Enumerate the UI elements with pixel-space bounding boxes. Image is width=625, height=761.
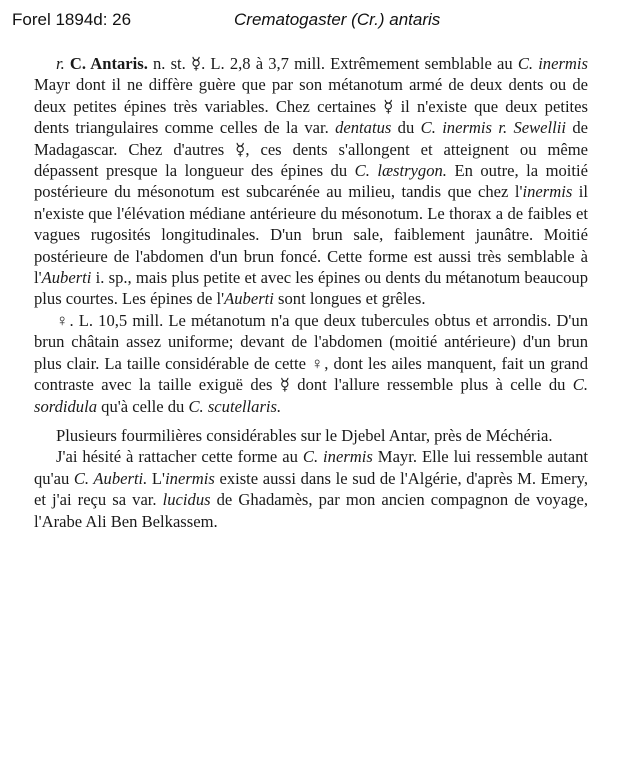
text-run: qu'à celle du — [97, 396, 189, 416]
text-run: Plusieurs fourmilières considérables sur le Djebel Antar, près de Méchéria. — [56, 425, 553, 445]
italic-run: Auberti — [224, 289, 274, 309]
paragraph-worker-description — [34, 53, 588, 310]
italic-run: C. inermis — [517, 54, 588, 73]
document-body — [34, 53, 588, 532]
paragraph-remarks — [34, 446, 588, 532]
text-run: L' — [147, 468, 166, 488]
paragraph-female-description — [34, 310, 588, 417]
text-run: n. st. ☿. L. 2,8 à 3,7 mill. Extrêmement semblable au — [147, 54, 518, 73]
italic-run: C. Auberti. — [73, 468, 148, 488]
italic-run: C. inermis — [302, 447, 373, 467]
italic-run: inermis — [522, 182, 573, 202]
italic-run: Auberti — [41, 268, 92, 288]
text-run: il n'existe que l'élévation médiane antérieure du mésonotum. Le thorax a de faibles et vagues rugosités longitudinales. D'un brun sale, faiblement jaunâtre. Moitié postérieure de l'abdomen d'un brun foncé. Cette forme est aussi très semblable à l' — [34, 182, 588, 288]
text-run: En outre, la moitié postérieure du mésonotum est subcarénée au milieu, tandis que chez l' — [34, 161, 588, 202]
bold-run: C. Antaris. — [69, 54, 148, 73]
text-run: sont longues et grêles. — [273, 289, 426, 309]
text-run: Mayr dont il ne diffère guère que par son métanotum armé de deux dents ou de deux petites épines très variables. Chez certaines ☿ il n'existe que deux petites dents triangulaires comme celles de la var. — [34, 75, 588, 138]
paragraph-gap — [34, 417, 588, 425]
text-run: de Madagascar. Chez d'autres ☿, ces dents s'allongent et atteignent ou même dépassent presque la longueur des épines du — [34, 118, 588, 181]
italic-run: inermis — [165, 468, 215, 488]
citation: Forel 1894d: 26 — [12, 10, 132, 29]
text-run: existe aussi dans le sud de l'Algérie, d'après M. Emery, et j'ai reçu sa var. — [34, 468, 588, 510]
text-run: J'ai hésité à rattacher cette forme au — [56, 447, 303, 467]
text-run: i. sp., mais plus petite et avec les épines ou dents du métanotum beaucoup plus courtes. Les épines de l' — [34, 268, 588, 309]
text-run: de Ghadamès, par mon ancien compagnon de voyage, l'Arabe Ali Ben Belkassem. — [34, 490, 589, 531]
taxon-name: Crematogaster (Cr.) antaris — [234, 10, 441, 29]
italic-run: r. — [56, 54, 70, 73]
page-header — [12, 10, 612, 34]
text-run: ♀. L. 10,5 mill. Le métanotum n'a que deux tubercules obtus et arrondis. D'un brun châtain assez uniforme; devant de l'abdomen (moitié antérieure) d'un brun plus clair. La taille considérable de cette ♀, dont les ailes manquent, fait un grand contraste avec la taille exiguë des ☿ dont l'allure ressemble plus à celle du — [34, 310, 588, 395]
text-run: Mayr. Elle lui ressemble autant qu'au — [34, 447, 588, 488]
italic-run: C. læstrygon. — [354, 161, 447, 181]
italic-run: lucidus — [162, 490, 211, 510]
text-run: du — [391, 118, 421, 138]
italic-run: C. sordidula — [34, 375, 588, 416]
paragraph-locality — [34, 425, 588, 446]
italic-run: C. scutellaris. — [188, 396, 282, 416]
italic-run: C. inermis r. Sewellii — [420, 118, 566, 138]
italic-run: dentatus — [335, 118, 392, 138]
